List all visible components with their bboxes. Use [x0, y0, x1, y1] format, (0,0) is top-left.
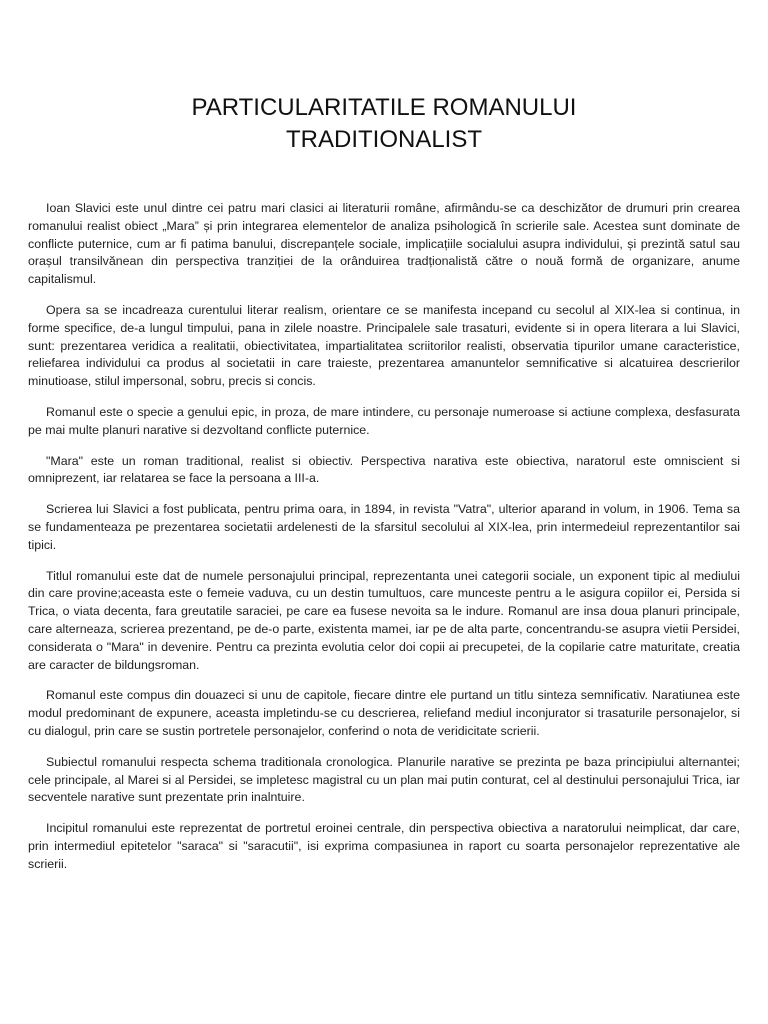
paragraph-6: Titlul romanului este dat de numele personajului principal, reprezentanta unei categorii sociale, un exponent tipic al mediului din care provine;aceasta este o femeie vaduva, cu un destin tumultuos, care munceste pentru a le asigura copiilor ei, Persida si Trica, o viata decenta, fara greutatile saraciei, pe care ea fusese nevoita sa le indure. Romanul are insa doua planuri principale, care alterneaza, scrierea prezentand, pe de-o parte, existenta mamei, iar pe de alta parte, concentrandu-se asupra vietii Persidei, considerata o "Mara" in devenire. Pentru ca prezinta evolutia celor doi copii ai precupetei, de la copilarie catre maturitate, creatia are caracter de bildungsroman. — [28, 568, 740, 672]
title-line-1: PARTICULARITATILE ROMANULUI — [191, 94, 577, 121]
paragraph-1: Ioan Slavici este unul dintre cei patru mari clasici ai literaturii române, afirmându-se ca deschizător de drumuri prin crearea romanului realist obiect „Mara” și prin integrarea elementelor de analiza psihologică în scrierile sale. Acestea sunt dominate de conflicte puternice, cum ar fi patima banului, discrepanțele sociale, implicațiile socialului asupra individului, și prezintă satul sau orașul transilvănean din perspectiva tranziției de la orânduirea tradționalistă către o nouă formă de organizare, anume capitalismul. — [28, 201, 740, 287]
paragraph-8: Subiectul romanului respecta schema traditionala cronologica. Planurile narative se prezinta pe baza principiului alternantei; cele principale, al Marei si al Persidei, se impletesc magistral cu un plan mai putin conturat, cel al destinului personajului Trica, iar secventele narative sunt prezentate prin inalntuire. — [28, 754, 740, 805]
document-body — [28, 200, 740, 874]
paragraph-4: "Mara" este un roman traditional, realist si obiectiv. Perspectiva narativa este obiectiva, naratorul este omniscient si omniprezent, iar relatarea se face la persoana a III-a. — [28, 453, 740, 486]
paragraph-9: Incipitul romanului este reprezentat de portretul eroinei centrale, din perspectiva obiectiva a naratorului neimplicat, dar care, prin intermediul epitetelor "saraca" si "saracutii", isi exprima compasiunea in raport cu soarta personajelor reprezentative ale scrierii. — [28, 821, 740, 871]
document-title — [28, 92, 740, 156]
document-page — [28, 0, 740, 887]
title-line-2: TRADITIONALIST — [285, 126, 483, 153]
paragraph-2: Opera sa se incadreaza curentului literar realism, orientare ce se manifesta incepand cu secolul al XIX-lea si continua, in forme specifice, de-a lungul timpului, pana in zilele noastre. Principalele sale trasaturi, evidente si in opera literara a lui Slavici, sunt: prezentarea veridica a realitatii, obiectivitatea, impartialitatea scriitorilor realisti, observatia tipurilor umane caracteristice, reliefarea individului ca produs al societatii in care traieste, prezentarea amanuntelor semnificative si alcatuirea descrierilor minutioase, stilul impersonal, sobru, precis si concis. — [28, 302, 740, 389]
paragraph-3: Romanul este o specie a genului epic, in proza, de mare intindere, cu personaje numeroase si actiune complexa, desfasurata pe mai multe planuri narative si dezvoltand conflicte puternice. — [28, 404, 740, 437]
paragraph-7: Romanul este compus din douazeci si unu de capitole, fiecare dintre ele purtand un titlu sinteza semnificativ. Naratiunea este modul predominant de expunere, aceasta impletindu-se cu descrierea, reliefand mediul inconjurator si trasaturile personajelor, si cu dialogul, prin care se sustin portretele personajelor, conferind o nota de veridicitate scrierii. — [28, 688, 740, 738]
paragraph-5: Scrierea lui Slavici a fost publicata, pentru prima oara, in 1894, in revista "Vatra", ulterior aparand in volum, in 1906. Tema sa se fundamenteaza pe prezentarea societatii ardelenesti de la sfarsitul secolului al XIX-lea, prin intermedeiul reprezentantilor sai tipici. — [28, 502, 740, 552]
